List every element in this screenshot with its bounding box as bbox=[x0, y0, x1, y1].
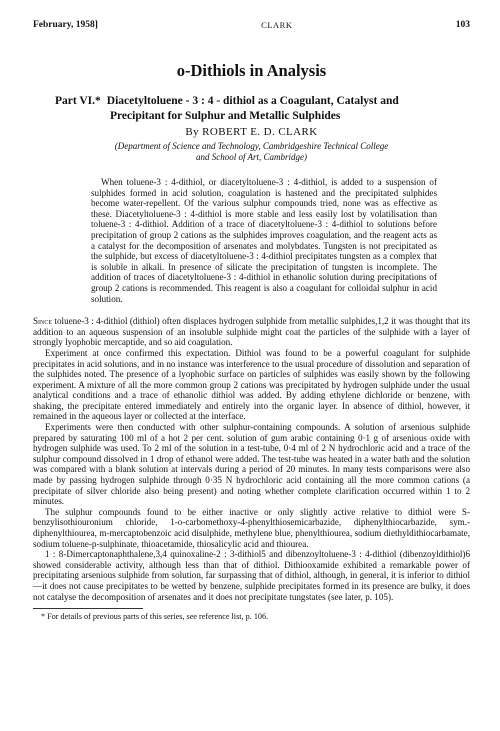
running-header bbox=[33, 20, 470, 34]
header-author: CLARK bbox=[261, 20, 293, 30]
affiliation-line-1: (Department of Science and Technology, Cambridgeshire Technical College bbox=[114, 141, 389, 151]
article-title: o-Dithiols in Analysis bbox=[176, 61, 327, 80]
author-byline: By ROBERT E. D. CLARK bbox=[185, 126, 318, 138]
footnote-rule bbox=[33, 608, 143, 609]
paragraph-3: Experiments were then conducted with other sulphur-containing compounds. A solution of arsenious sulphide prepared by saturating 100 ml of a hot 2 per cent. solution of gum arabic containing 0·1 g of arsenious oxide with hydrogen sulphide was used. To 2 ml of the solution in a test-tube, 0·4 ml of 2 N hydrochloric acid and a trace of the sulphur compound dissolved in 1 drop of ethanol were added. The test-tube was heated in a water bath and the solution was compared with a blank solution at intervals during a period of 20 minutes. In many tests comparisons were also made by passing hydrogen sulphide through 0·35 N hydrochloric acid containing all the more common cations (a precipitate of silver chloride also being present) and noting whether complete clarification occurred within 1 to 2 minutes. bbox=[33, 422, 470, 507]
paragraph-5: 1 : 8-Dimercaptonaphthalene,3,4 quinoxaline-2 : 3-dithiol5 and dibenzoyltoluene-3 : 4-dithiol (dibenzoyldithiol)6 showed considerable activity, although less than that of dithiol. Dithiooxamide exhibited a remarkable power of precipitating arsenious sulphide from solution, far surpassing that of dithiol, although, in general, it is inferior to dithiol—it does not cause precipitates to be wetted by benzene, sulphide precipitates formed in its presence are bulky, it does not catalyse the decomposition of arsenates and it does not precipitate tungstates (see later, p. 105). bbox=[33, 549, 470, 602]
paragraph-4: The sulphur compounds found to be either inactive or only slightly active relative to dithiol were S-benzylisothiouronium chloride, 1-o-carbomethoxy-4-phenylthiosemicarbazide, diphenylthiocarbazide, sym.-diphenylthiourea, m-mercaptobenzoic acid disulphide, methylene blue, phenylthiourea, sodium diethyldithiocarbamate, sodium toluene-p-sulphinate, thioacetamide, thiosalicylic acid and thiourea. bbox=[33, 506, 470, 549]
article-body bbox=[33, 316, 470, 602]
paragraph-1-text: toluene-3 : 4-dithiol (dithiol) often displaces hydrogen sulphide from metallic sulphides,1,2 it was thought that its addition to an aqueous suspension of an insoluble sulphide might coat the particles of the sulphide with a layer of strongly lyophobic mercaptide, and so aid coagulation. bbox=[33, 316, 470, 348]
abstract: When toluene-3 : 4-dithiol, or diacetyltoluene-3 : 4-dithiol, is added to a suspension of sulphides formed in acid solution, coagulation is hastened and the precipitated sulphides become water-repellent. Of the various sulphur compounds tried, none was as effective as these. Diacetyltoluene-3 : 4-dithiol is more stable and less easily lost by volatilisation than toluene-3 : 4-dithiol. Addition of a trace of diacetyltoluene-3 : 4-dithiol to solutions before precipitation of group 2 cations as the sulphides improves coagulation, and the reagent acts as a catalyst for the decomposition of arsenates and molybdates. Tungsten is not precipitated as the sulphide, but excess of diacetyltoluene-3 : 4-dithiol precipitates tungsten as a complex that is soluble in alkali. In presence of silicate the precipitation of tungsten is incomplete. The addition of traces of diacetyltoluene-3 : 4-dithiol in ethanolic solution during precipitations of group 2 cations is recommended. This reagent is also a coagulant for colloidal sulphur in acid solution. bbox=[91, 177, 437, 304]
drop-word: Since bbox=[33, 316, 53, 327]
footnote: * For details of previous parts of this series, see reference list, p. 106. bbox=[41, 612, 269, 622]
affiliation bbox=[33, 141, 470, 163]
article-subtitle bbox=[33, 94, 470, 124]
affiliation-line-2: and School of Art, Cambridge) bbox=[195, 152, 308, 162]
header-date: February, 1958] bbox=[33, 20, 98, 30]
page-number: 103 bbox=[455, 20, 470, 30]
paragraph-1 bbox=[33, 316, 470, 348]
part-number: Part VI.* bbox=[55, 95, 101, 107]
subtitle-line-1: Diacetyltoluene - 3 : 4 - dithiol as a Coagulant, Catalyst and bbox=[106, 95, 399, 107]
subtitle-line-2: Precipitant for Sulphur and Metallic Sulphides bbox=[110, 110, 341, 122]
paragraph-2: Experiment at once confirmed this expectation. Dithiol was found to be a powerful coagulant for sulphide precipitates in acid solutions, and in no instance was interference to the usual procedure of dissolution and separation of the sulphides noted. The presence of a lyophobic surface on particles of sulphides was easily shown by the following experiment. A mixture of all the more common group 2 cations was precipitated by hydrogen sulphide under the usual analytical conditions and a trace of ethanolic dithiol was added. By adding ethylene dichloride or benzene, with shaking, the precipitate entered immediately and entirely into the organic layer. In absence of dithiol, however, it remained in the aqueous layer or collected at the interface. bbox=[33, 347, 470, 422]
